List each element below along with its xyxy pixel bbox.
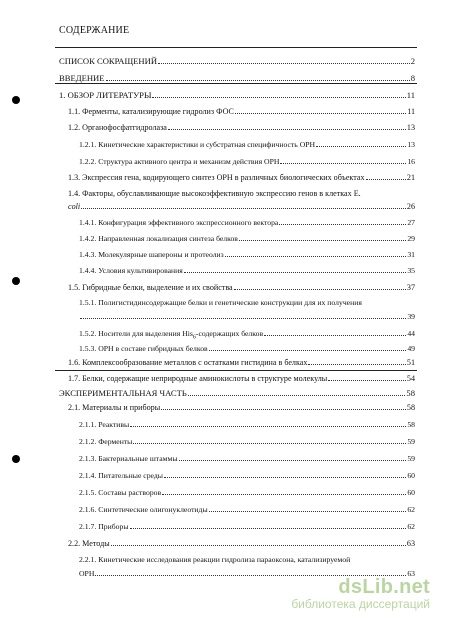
toc-entry[interactable] [79,453,415,465]
toc-entry-title: 1.6. Комплексообразование металлов с остатками гистидина в белках [68,358,308,367]
leader-dots [152,97,405,98]
leader-dots [130,528,407,529]
leader-dots [209,511,407,512]
leader-dots [225,256,407,257]
toc-entry-title: 1. ОБЗОР ЛИТЕРАТУРЫ [59,90,152,100]
toc-entry-page: 35 [407,266,415,275]
toc-entry[interactable] [59,89,415,101]
toc-entry-title: 2.1. Материалы и приборы [68,403,161,412]
toc-entry-title: 2.1.2. Ферменты [79,437,133,446]
toc-entry-page: 39 [407,312,415,321]
toc-entry-page: 13 [406,123,415,132]
toc-entry-title: 1.4.3. Молекулярные шапероны и протеолиз [79,250,224,259]
toc-entry-title: 1.4. Факторы, обуславливающие высокоэффективную экспрессию генов в клетках E. [68,189,361,198]
leader-dots [111,545,406,546]
toc-entry-title: OPH [79,569,95,578]
toc-entry[interactable] [79,470,415,482]
toc-entry[interactable] [79,328,415,344]
toc-entry-title: 1.2.2. Структура активного центра и механизм действия OPH [79,157,280,166]
toc-entry[interactable] [68,282,415,294]
leader-dots [80,318,406,319]
leader-dots [130,426,406,427]
leader-dots [184,272,406,273]
toc-entry-page: 63 [406,539,415,548]
toc-entry[interactable] [79,419,415,431]
toc-entry-title: 2.2.1. Кинетические исследования реакции гидролиза параоксона, катализируемой [79,555,351,564]
leader-dots [280,163,406,164]
toc-entry-page: 11 [407,107,415,116]
toc-entry-page: 13 [407,140,415,149]
toc-entry[interactable] [79,504,415,516]
toc-entry-title: 1.5.3. OPH в составе гибридных белков [79,344,208,353]
his6-prefix: 1.5.2. Носители для выделения His [79,329,193,338]
toc-entry-title: ЭКСПЕРИМЕНТАЛЬНАЯ ЧАСТЬ [59,388,187,398]
toc-entry-title: 1.4.4. Условия культивирования [79,266,183,275]
toc-entry-title: 2.1.4. Питательные среды [79,471,163,480]
leader-dots [316,146,406,147]
toc-entry-page: 54 [406,374,415,383]
toc-entry-page: 27 [407,218,415,227]
leader-dots [168,129,406,130]
toc-entry-page: 8 [410,73,415,83]
toc-entry[interactable] [79,249,415,261]
toc-entry-page: 60 [407,488,415,497]
toc-entry[interactable] [68,188,415,200]
toc-entry-title: coli [68,202,81,211]
leader-dots [133,443,406,444]
toc-entry[interactable] [68,538,415,550]
toc-entry[interactable] [79,139,415,151]
toc-entry-page: 21 [406,173,415,182]
toc-entry-title: 2.2. Методы [68,539,110,548]
toc-entry-title: 1.2. Органофосфатгидролаза [68,123,167,132]
toc-entry-title: 1.7. Белки, содержащие неприродные аминокислоты в структуре молекулы [68,374,328,383]
toc-entry[interactable] [79,297,415,309]
toc-entry-title: 2.1.3. Бактериальные штаммы [79,454,178,463]
leader-dots [81,208,406,209]
toc-entry-page: 51 [406,358,415,367]
page-title: СОДЕРЖАНИЕ [59,25,130,36]
toc-entry[interactable] [79,217,415,229]
toc-entry[interactable] [59,387,415,399]
toc-entry-continuation[interactable] [68,201,415,213]
toc-entry-page: 44 [407,329,415,338]
toc-entry[interactable] [79,521,415,533]
toc-entry-title: 1.5. Гибридные белки, выделение и их свойства [68,283,233,292]
his6-subscript: 6 [192,334,196,341]
toc-entry[interactable] [79,265,415,277]
toc-entry-title: СПИСОК СОКРАЩЕНИЙ [59,56,158,66]
his6-suffix: -содержащих белков [195,329,264,338]
toc-entry[interactable] [59,55,415,67]
toc-entry-page: 31 [407,250,415,259]
toc-entry-title: 1.1. Ферменты, катализирующие гидролиз ФОС [68,107,234,116]
toc-entry-page: 11 [406,90,415,100]
leader-dots [235,113,406,114]
toc-entry-page: 26 [406,202,415,211]
toc-entry-page: 58 [407,420,415,429]
leader-dots [209,350,407,351]
toc-entry[interactable] [79,233,415,245]
toc-entry-title: 2.1.6. Синтетические олигонуклеотиды [79,505,208,514]
toc-entry-page: 29 [407,234,415,243]
toc-entry-page: 49 [407,344,415,353]
leader-dots [239,240,406,241]
toc-entry-title: ВВЕДЕНИЕ [59,73,105,83]
leader-dots [366,179,406,180]
toc-entry-page: 37 [406,283,415,292]
watermark-logo: dsLib.net [338,576,430,598]
watermark-subtitle: библиотека диссертаций [291,597,430,611]
toc-entry-title: 2.1.5. Составы растворов [79,488,162,497]
leader-dots [106,80,410,81]
toc-entry[interactable] [68,122,415,134]
toc-entry-page: 58 [406,403,415,412]
leader-dots [279,224,406,225]
toc-entry-page: 2 [410,56,415,66]
toc-entry[interactable] [79,554,415,566]
toc-entry[interactable] [79,156,415,168]
toc-entry-title: 2.1.7. Приборы [79,522,129,531]
toc-entry-page: 58 [406,388,415,398]
leader-dots [179,460,407,461]
watermark [291,576,430,611]
toc-entry[interactable] [68,357,415,369]
toc-entry-page: 62 [407,522,415,531]
leader-dots [308,364,405,365]
toc-entry[interactable] [79,343,415,355]
leader-dots [234,289,406,290]
toc-entry-page: 62 [407,505,415,514]
toc-entry[interactable] [68,172,415,184]
toc-entry[interactable] [79,487,415,499]
toc-entry-page: 63 [407,569,415,578]
toc-entry-page: 59 [407,437,415,446]
toc-entry-title: 1.4.1. Конфигурация эффективного экспрессионного вектора [79,218,279,227]
toc-entry[interactable] [68,402,415,414]
leader-dots [264,335,406,336]
toc-entry-page: 59 [407,454,415,463]
leader-dots [164,477,406,478]
toc-entry[interactable] [68,373,415,385]
toc-entry-title: 1.4.2. Направленная локализация синтеза белков [79,234,238,243]
leader-dots [158,63,410,64]
toc-entry-title [79,328,263,344]
leader-dots [161,409,406,410]
toc-entry-title: 1.3. Экспрессия гена, кодирующего синтез OPH в различных биологических объектах [68,173,365,182]
toc-entry-continuation[interactable] [79,311,415,323]
toc-entry[interactable] [79,436,415,448]
toc-entry-title: 1.5.1. Полигистидинсодержащие белки и генетические конструкции для их получения [79,298,362,307]
toc-entry[interactable] [68,106,415,118]
toc-entry-page: 60 [407,471,415,480]
toc-entry[interactable] [59,72,415,84]
leader-dots [162,494,406,495]
toc-entry-page: 16 [407,157,415,166]
toc-entry-title: 2.1.1. Реактивы [79,420,130,429]
leader-dots [188,395,406,396]
leader-dots [328,380,406,381]
toc-entry-title: 1.2.1. Кинетические характеристики и субстратная специфичность OPH [79,140,316,149]
